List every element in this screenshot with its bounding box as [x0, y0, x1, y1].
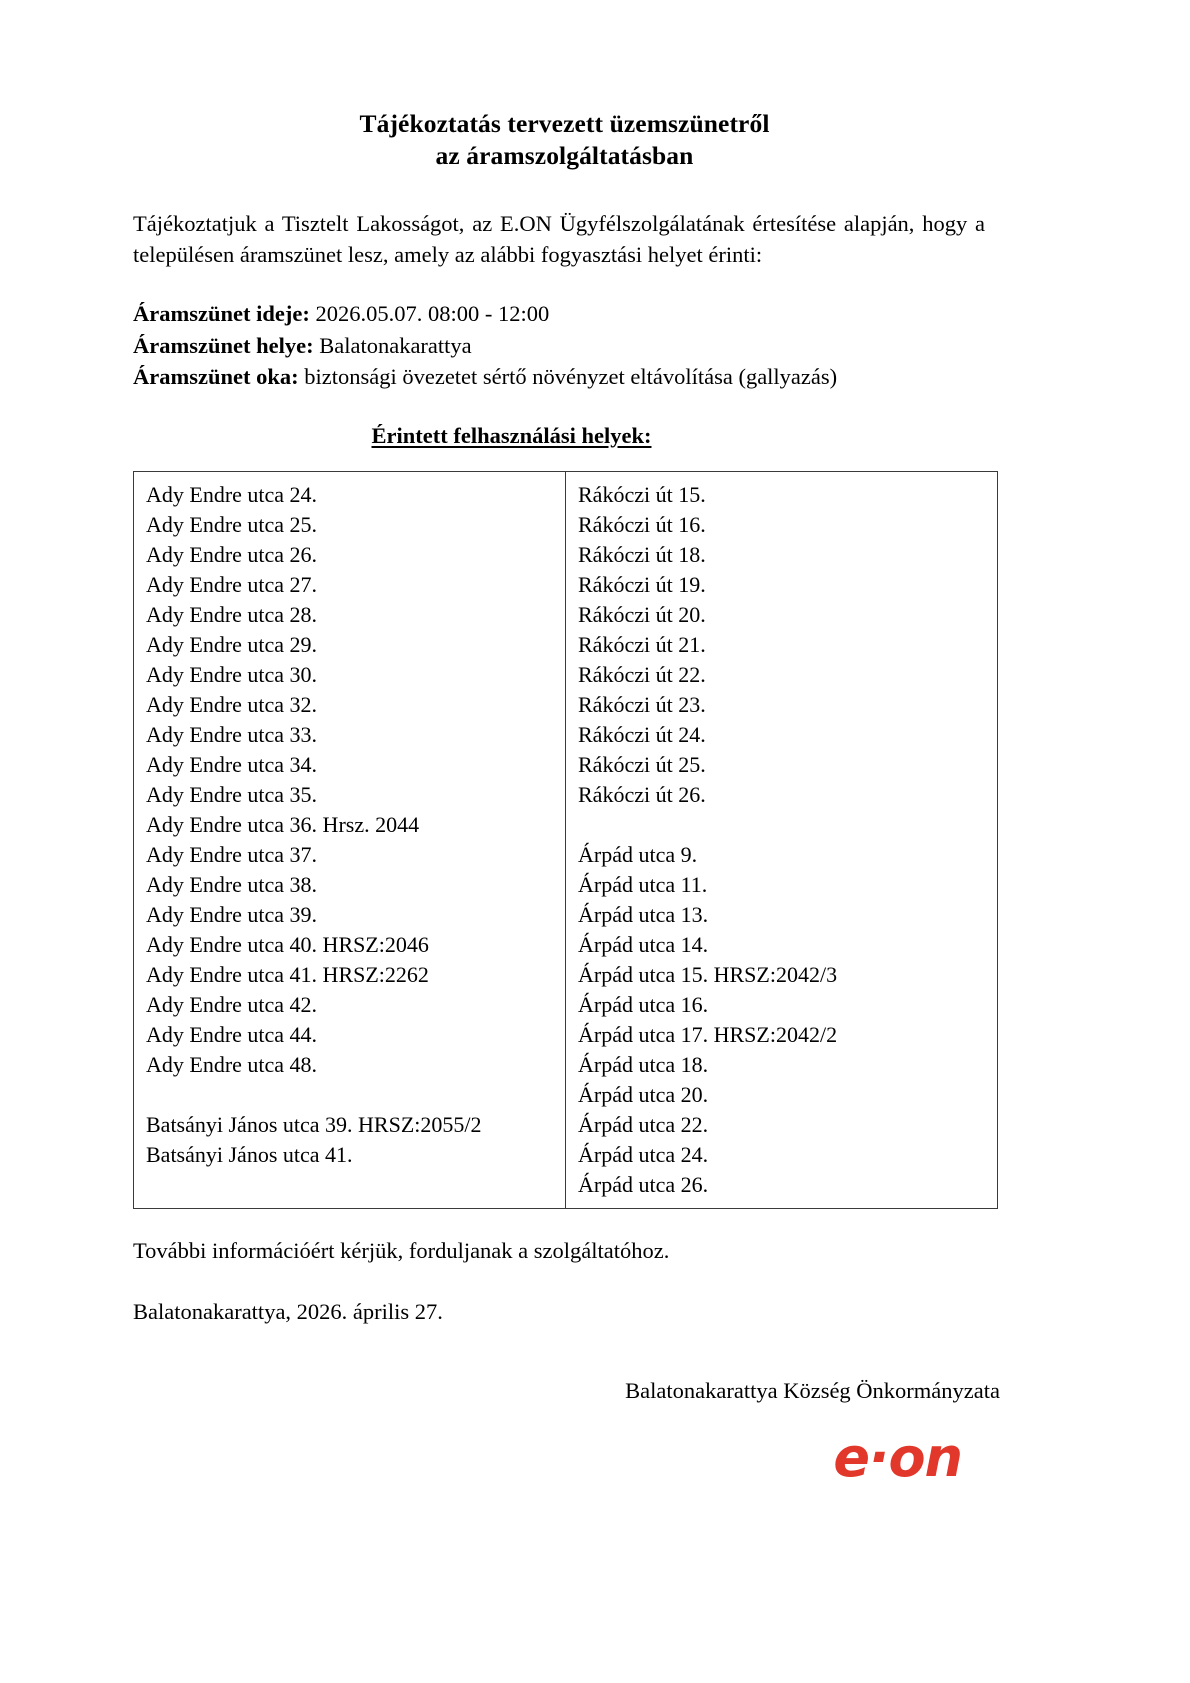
- list-item: Ady Endre utca 35.: [146, 781, 318, 807]
- list-item: Rákóczi út 22.: [578, 661, 706, 687]
- list-item: Rákóczi út 26.: [578, 781, 706, 807]
- list-item: Ady Endre utca 25.: [146, 511, 318, 537]
- page-title-line-2: az áramszolgáltatásban: [435, 141, 694, 170]
- list-item: Ady Endre utca 30.: [146, 661, 318, 687]
- list-item: Rákóczi út 16.: [578, 511, 706, 537]
- list-item: Rákóczi út 15.: [578, 481, 706, 507]
- affected-locations-heading-text: Érintett felhasználási helyek:: [371, 422, 652, 448]
- outage-place-value: Balatonakarattya: [319, 332, 472, 358]
- outage-reason-value: biztonsági övezetet sértő növényzet eltávolítása (gallyazás): [304, 364, 838, 389]
- address-column-right: [566, 471, 998, 1208]
- list-item: Ady Endre utca 24.: [146, 481, 318, 507]
- outage-time-label: Áramszünet ideje:: [133, 301, 310, 326]
- list-item: Ady Endre utca 32.: [146, 691, 318, 717]
- address-spacer: [146, 1080, 565, 1110]
- outage-place-label: Áramszünet helye:: [133, 332, 314, 358]
- intro-paragraph: Tájékoztatjuk a Tisztelt Lakosságot, az E.ON Ügyfélszolgálatának értesítése alapján, hogy a településen áramszünet lesz, amely az alábbi fogyasztási helyet érinti:: [133, 211, 985, 267]
- list-item: Árpád utca 9.: [578, 841, 698, 867]
- page-title-line-1: Tájékoztatás tervezett üzemszünetről: [359, 109, 770, 138]
- list-item: Ady Endre utca 38.: [146, 871, 318, 897]
- list-item: Rákóczi út 18.: [578, 541, 706, 567]
- list-item: Ady Endre utca 42.: [146, 991, 318, 1017]
- list-item: Árpád utca 13.: [578, 901, 709, 927]
- list-item: Rákóczi út 20.: [578, 601, 706, 627]
- list-item: Ady Endre utca 39.: [146, 901, 318, 927]
- address-column-left: [134, 471, 566, 1208]
- list-item: Ady Endre utca 44.: [146, 1021, 318, 1047]
- list-item: Árpád utca 14.: [578, 931, 709, 957]
- eon-logo-icon: e·on: [833, 1426, 962, 1489]
- affected-locations-heading: [133, 423, 1000, 449]
- affected-addresses-table: [133, 471, 998, 1209]
- outage-place-row: [133, 330, 993, 362]
- list-item: Rákóczi út 23.: [578, 691, 706, 717]
- list-item: Ady Endre utca 29.: [146, 631, 318, 657]
- address-spacer: [578, 810, 997, 840]
- list-item: Ady Endre utca 27.: [146, 571, 318, 597]
- outage-time-value: 2026.05.07. 08:00 - 12:00: [315, 301, 550, 326]
- page-title: [133, 108, 1000, 172]
- footer-date: Balatonakarattya, 2026. április 27.: [133, 1298, 443, 1324]
- outage-reason-row: [133, 361, 993, 393]
- outage-time-row: [133, 298, 993, 330]
- list-item: Árpád utca 20.: [578, 1081, 709, 1107]
- footer-note: További információért kérjük, forduljanak a szolgáltatóhoz.: [133, 1237, 670, 1263]
- list-item: Rákóczi út 19.: [578, 571, 706, 597]
- list-item: Rákóczi út 24.: [578, 721, 706, 747]
- table-row: [134, 471, 998, 1208]
- list-item: Árpád utca 26.: [578, 1171, 709, 1197]
- address-list-right: [578, 480, 997, 1200]
- list-item: Batsányi János utca 41.: [146, 1141, 353, 1167]
- list-item: Árpád utca 17. HRSZ:2042/2: [578, 1021, 838, 1047]
- list-item: Ady Endre utca 48.: [146, 1051, 318, 1077]
- list-item: Ady Endre utca 28.: [146, 601, 318, 627]
- list-item: Batsányi János utca 39. HRSZ:2055/2: [146, 1111, 482, 1137]
- list-item: Árpád utca 16.: [578, 991, 709, 1017]
- list-item: Ady Endre utca 34.: [146, 751, 318, 777]
- list-item: Rákóczi út 25.: [578, 751, 706, 777]
- list-item: Ady Endre utca 37.: [146, 841, 318, 867]
- eon-logo-wrap: [133, 1428, 1000, 1488]
- list-item: Árpád utca 11.: [578, 871, 708, 897]
- list-item: Ady Endre utca 41. HRSZ:2262: [146, 961, 429, 987]
- list-item: Ady Endre utca 36. Hrsz. 2044: [146, 811, 420, 837]
- outage-details: [133, 298, 993, 393]
- list-item: Ady Endre utca 26.: [146, 541, 318, 567]
- list-item: Ady Endre utca 33.: [146, 721, 318, 747]
- list-item: Árpád utca 18.: [578, 1051, 709, 1077]
- list-item: Árpád utca 24.: [578, 1141, 709, 1167]
- list-item: Árpád utca 15. HRSZ:2042/3: [578, 961, 838, 987]
- outage-reason-label: Áramszünet oka:: [133, 364, 299, 389]
- address-list-left: [146, 480, 565, 1170]
- signature-line: Balatonakarattya Község Önkormányzata: [625, 1377, 1000, 1403]
- list-item: Rákóczi út 21.: [578, 631, 706, 657]
- list-item: Árpád utca 22.: [578, 1111, 709, 1137]
- list-item: Ady Endre utca 40. HRSZ:2046: [146, 931, 429, 957]
